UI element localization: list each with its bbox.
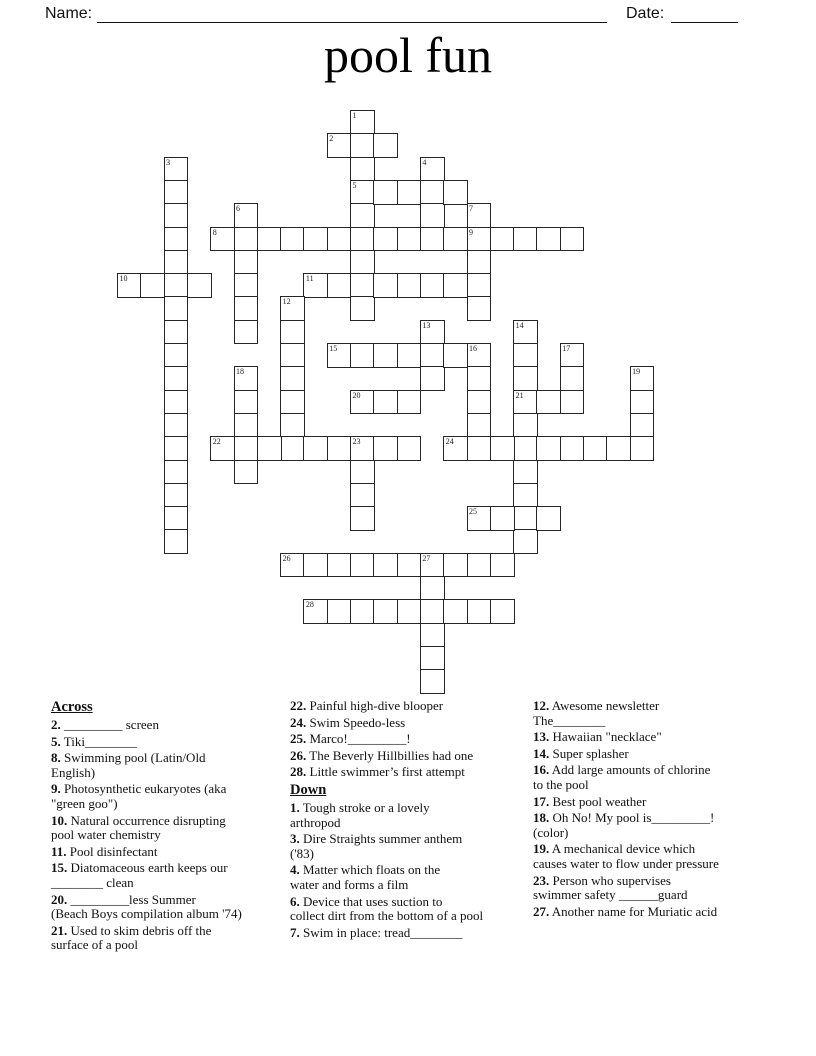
- crossword-cell[interactable]: [467, 436, 492, 461]
- crossword-cell[interactable]: [420, 203, 445, 228]
- crossword-cell[interactable]: [397, 180, 422, 205]
- cell-number: 15: [329, 344, 338, 353]
- crossword-cell[interactable]: [397, 553, 422, 578]
- crossword-cell[interactable]: [280, 366, 305, 391]
- crossword-cell[interactable]: [164, 390, 189, 415]
- cell-number: 26: [282, 553, 291, 563]
- crossword-cell[interactable]: [234, 460, 259, 485]
- crossword-cell[interactable]: [536, 506, 561, 531]
- cell-number: 1: [352, 111, 357, 120]
- cell-number: 2: [329, 134, 334, 144]
- crossword-cell[interactable]: [536, 436, 561, 461]
- crossword-cell[interactable]: [350, 343, 375, 368]
- crossword-cell[interactable]: [397, 390, 422, 415]
- crossword-cell[interactable]: [280, 296, 305, 321]
- crossword-cell[interactable]: [513, 529, 538, 554]
- crossword-cell[interactable]: [443, 436, 468, 461]
- crossword-cell[interactable]: [350, 296, 375, 321]
- crossword-cell[interactable]: [443, 227, 468, 252]
- crossword-cell[interactable]: [350, 436, 375, 461]
- crossword-cell[interactable]: [234, 366, 259, 391]
- crossword-cell[interactable]: [234, 250, 259, 275]
- crossword-cell[interactable]: [350, 506, 375, 531]
- crossword-cell[interactable]: [327, 599, 352, 624]
- crossword-cell[interactable]: [420, 669, 445, 694]
- crossword-cell[interactable]: [560, 343, 585, 368]
- crossword-cell[interactable]: [467, 390, 492, 415]
- crossword-cell[interactable]: [187, 273, 212, 298]
- cell-number: 17: [562, 344, 571, 353]
- clue-column-right: [533, 699, 789, 921]
- crossword-cell[interactable]: [257, 436, 282, 461]
- crossword-cell[interactable]: [350, 553, 375, 578]
- crossword-cell[interactable]: [234, 203, 259, 228]
- crossword-cell[interactable]: [164, 529, 189, 554]
- crossword-cell[interactable]: [234, 273, 259, 298]
- clue-item: 27. Another name for Muriatic acid: [533, 903, 718, 919]
- clue-column-left: [51, 699, 287, 955]
- crossword-cell[interactable]: [350, 227, 375, 252]
- crossword-cell[interactable]: [373, 390, 398, 415]
- crossword-cell[interactable]: [560, 366, 585, 391]
- crossword-cell[interactable]: [490, 553, 515, 578]
- name-label: Name:: [45, 5, 93, 22]
- crossword-cell[interactable]: [234, 227, 259, 252]
- crossword-cell[interactable]: [513, 343, 538, 368]
- clues-down-header: Down: [290, 781, 327, 798]
- crossword-cell[interactable]: [234, 296, 259, 321]
- crossword-cell[interactable]: [467, 296, 492, 321]
- crossword-cell[interactable]: [373, 273, 398, 298]
- clue-item: 7. Swim in place: tread________: [290, 924, 463, 940]
- crossword-cell[interactable]: [234, 413, 259, 438]
- crossword-cell[interactable]: [467, 273, 492, 298]
- crossword-cell[interactable]: [513, 413, 538, 438]
- crossword-cell[interactable]: [397, 599, 422, 624]
- cell-number: 28: [305, 600, 314, 610]
- cell-number: 25: [469, 507, 477, 517]
- crossword-cell[interactable]: [164, 157, 189, 182]
- cell-number: 18: [236, 367, 244, 377]
- crossword-cell[interactable]: [630, 390, 655, 415]
- crossword-cell[interactable]: [280, 390, 305, 415]
- crossword-cell[interactable]: [350, 203, 375, 228]
- cell-number: 12: [282, 297, 291, 307]
- clue-item: 14. Super splasher: [533, 745, 629, 761]
- crossword-cell[interactable]: [536, 390, 561, 415]
- crossword-cell[interactable]: [373, 227, 398, 252]
- cell-number: 27: [422, 553, 431, 563]
- crossword-cell[interactable]: [490, 227, 515, 252]
- crossword-cell[interactable]: [327, 343, 352, 368]
- crossword-cell[interactable]: [513, 460, 538, 485]
- crossword-cell[interactable]: [513, 506, 538, 531]
- crossword-cell[interactable]: [327, 227, 352, 252]
- crossword-cell[interactable]: [490, 599, 515, 624]
- crossword-cell[interactable]: [420, 227, 445, 252]
- crossword-cell[interactable]: [467, 250, 492, 275]
- crossword-cell[interactable]: [490, 436, 515, 461]
- crossword-cell[interactable]: [234, 320, 259, 345]
- cell-number: 16: [469, 344, 477, 353]
- crossword-cell[interactable]: [164, 227, 189, 252]
- cell-number: 10: [119, 274, 128, 284]
- cell-number: 9: [469, 227, 473, 237]
- crossword-cell[interactable]: [443, 599, 468, 624]
- clue-item: 4. Matter which floats on the water and forms a film: [290, 862, 441, 892]
- crossword-cell[interactable]: [210, 436, 235, 461]
- crossword-cell[interactable]: [164, 413, 189, 438]
- clue-item: 22. Painful high-dive blooper: [290, 698, 444, 713]
- clue-item: 20. _________less Summer (Beach Boys compilation album '74): [51, 891, 242, 922]
- clue-item: 16. Add large amounts of chlorine to the pool: [533, 762, 711, 792]
- crossword-cell[interactable]: [164, 506, 189, 531]
- crossword-cell[interactable]: [350, 483, 375, 508]
- clue-item: 6. Device that uses suction to collect dirt from the bottom of a pool: [290, 893, 484, 924]
- crossword-cell[interactable]: [234, 436, 259, 461]
- clue-item: 18. Oh No! My pool is_________! (color): [533, 810, 715, 840]
- crossword-cell[interactable]: [513, 227, 538, 252]
- crossword-cell[interactable]: [164, 296, 189, 321]
- crossword-cell[interactable]: [467, 413, 492, 438]
- name-field-line[interactable]: [97, 5, 607, 23]
- crossword-cell[interactable]: [373, 343, 398, 368]
- clue-column-middle: [290, 699, 530, 942]
- clue-item: 3. Dire Straights summer anthem ('83): [290, 831, 463, 861]
- crossword-cell[interactable]: [164, 203, 189, 228]
- clue-item: 9. Photosynthetic eukaryotes (aka "green goo"): [51, 781, 227, 811]
- crossword-cell[interactable]: [280, 343, 305, 368]
- crossword-cell[interactable]: [536, 227, 561, 252]
- crossword-cell[interactable]: [280, 413, 305, 438]
- crossword-cell[interactable]: [373, 436, 398, 461]
- clue-item: 5. Tiki________: [51, 733, 137, 749]
- crossword-cell[interactable]: [303, 599, 328, 624]
- crossword-cell[interactable]: [257, 227, 282, 252]
- crossword-cell[interactable]: [467, 343, 492, 368]
- crossword-cell[interactable]: [467, 366, 492, 391]
- cell-number: 23: [352, 437, 361, 447]
- crossword-cell[interactable]: [420, 320, 445, 345]
- crossword-cell[interactable]: [420, 343, 445, 368]
- crossword-cell[interactable]: [164, 273, 189, 298]
- crossword-cell[interactable]: [350, 599, 375, 624]
- crossword-cell[interactable]: [234, 390, 259, 415]
- crossword-cell[interactable]: [350, 110, 375, 135]
- date-field-line[interactable]: [671, 5, 738, 23]
- crossword-cell[interactable]: [327, 436, 352, 461]
- crossword-cell[interactable]: [373, 599, 398, 624]
- crossword-cell[interactable]: [373, 180, 398, 205]
- clue-item: 11. Pool disinfectant: [51, 843, 158, 859]
- clue-item: 1. Tough stroke or a lovely arthropod: [290, 799, 430, 830]
- crossword-cell[interactable]: [420, 623, 445, 648]
- crossword-cell[interactable]: [327, 553, 352, 578]
- crossword-cell[interactable]: [630, 436, 655, 461]
- cell-number: 3: [166, 157, 171, 167]
- cell-number: 7: [469, 204, 473, 214]
- crossword-cell[interactable]: [467, 599, 492, 624]
- puzzle-title: pool fun: [323, 27, 493, 83]
- date-label: Date:: [626, 5, 665, 22]
- crossword-cell[interactable]: [303, 436, 328, 461]
- crossword-cell[interactable]: [560, 390, 585, 415]
- crossword-cell[interactable]: [513, 320, 538, 345]
- crossword-cell[interactable]: [420, 366, 445, 391]
- crossword-cell[interactable]: [443, 180, 468, 205]
- crossword-cell[interactable]: [280, 436, 305, 461]
- crossword-cell[interactable]: [583, 436, 608, 461]
- crossword-cell[interactable]: [280, 553, 305, 578]
- clue-item: 15. Diatomaceous earth keeps our ________ clean: [51, 860, 228, 890]
- crossword-cell[interactable]: [373, 553, 398, 578]
- cell-number: 20: [352, 390, 361, 400]
- crossword-cell[interactable]: [303, 227, 328, 252]
- crossword-cell[interactable]: [350, 250, 375, 275]
- crossword-cell[interactable]: [467, 203, 492, 228]
- clue-item: 28. Little swimmer’s first attempt: [290, 764, 465, 780]
- crossword-cell[interactable]: [280, 227, 305, 252]
- crossword-cell[interactable]: [420, 157, 445, 182]
- crossword-cell[interactable]: [280, 320, 305, 345]
- crossword-cell[interactable]: [606, 436, 631, 461]
- crossword-cell[interactable]: [513, 483, 538, 508]
- crossword-cell[interactable]: [560, 227, 585, 252]
- crossword-cell[interactable]: [164, 180, 189, 205]
- crossword-cell[interactable]: [164, 320, 189, 345]
- crossword-cell[interactable]: [467, 227, 492, 252]
- crossword-cell[interactable]: [420, 576, 445, 601]
- crossword-cell[interactable]: [350, 460, 375, 485]
- crossword-cell[interactable]: [420, 273, 445, 298]
- clue-item: 12. Awesome newsletter The________: [533, 698, 660, 728]
- crossword-cell[interactable]: [350, 273, 375, 298]
- clue-item: 17. Best pool weather: [533, 793, 647, 809]
- crossword-cell[interactable]: [397, 343, 422, 368]
- crossword-cell[interactable]: [420, 553, 445, 578]
- crossword-cell[interactable]: [443, 273, 468, 298]
- crossword-cell[interactable]: [420, 180, 445, 205]
- crossword-cell[interactable]: [513, 390, 538, 415]
- crossword-cell[interactable]: [303, 553, 328, 578]
- clue-item: 26. The Beverly Hillbillies had one: [290, 747, 474, 763]
- crossword-cell[interactable]: [630, 413, 655, 438]
- crossword-cell[interactable]: [350, 180, 375, 205]
- crossword-cell[interactable]: [560, 436, 585, 461]
- crossword-cell[interactable]: [164, 483, 189, 508]
- clue-item: 19. A mechanical device which causes water to flow under pressure: [533, 841, 719, 871]
- crossword-cell[interactable]: [164, 250, 189, 275]
- clues-across-header: Across: [51, 699, 93, 715]
- crossword-cell[interactable]: [164, 436, 189, 461]
- crossword-cell[interactable]: [420, 646, 445, 671]
- crossword-cell[interactable]: [303, 273, 328, 298]
- crossword-cell[interactable]: [513, 436, 538, 461]
- crossword-cell[interactable]: [397, 227, 422, 252]
- clue-item: 24. Swim Speedo-less: [290, 714, 406, 730]
- crossword-cell[interactable]: [513, 366, 538, 391]
- crossword-cell[interactable]: [117, 273, 142, 298]
- crossword-cell[interactable]: [467, 553, 492, 578]
- cell-number: 14: [515, 320, 524, 330]
- cell-number: 4: [422, 157, 427, 167]
- crossword-cell[interactable]: [373, 133, 398, 158]
- cell-number: 8: [212, 227, 217, 237]
- cell-number: 6: [236, 204, 240, 214]
- cell-number: 19: [632, 367, 641, 377]
- clue-item: 21. Used to skim debris off the surface of a pool: [51, 922, 212, 953]
- clue-item: 2. _________ screen: [51, 717, 159, 732]
- crossword-cell[interactable]: [630, 366, 655, 391]
- crossword-cell[interactable]: [164, 460, 189, 485]
- crossword-cell[interactable]: [327, 273, 352, 298]
- crossword-cell[interactable]: [327, 133, 352, 158]
- clue-item: 8. Swimming pool (Latin/Old English): [51, 750, 206, 780]
- crossword-cell[interactable]: [210, 227, 235, 252]
- crossword-cell[interactable]: [397, 273, 422, 298]
- crossword-cell[interactable]: [350, 390, 375, 415]
- crossword-cell[interactable]: [164, 343, 189, 368]
- cell-number: 21: [515, 390, 524, 400]
- clue-item: 25. Marco!_________!: [290, 731, 411, 747]
- cell-number: 22: [212, 437, 221, 447]
- crossword-cell[interactable]: [420, 599, 445, 624]
- crossword-cell[interactable]: [490, 506, 515, 531]
- cell-number: 13: [422, 320, 431, 330]
- crossword-cell[interactable]: [350, 157, 375, 182]
- crossword-cell[interactable]: [443, 553, 468, 578]
- cell-number: 11: [305, 274, 314, 284]
- crossword-cell[interactable]: [467, 506, 492, 531]
- crossword-cell[interactable]: [140, 273, 165, 298]
- crossword-grid: [117, 110, 654, 694]
- cell-number: 5: [352, 180, 357, 190]
- cell-number: 24: [445, 437, 454, 447]
- crossword-cell[interactable]: [164, 366, 189, 391]
- crossword-cell[interactable]: [443, 343, 468, 368]
- crossword-cell[interactable]: [350, 133, 375, 158]
- crossword-cell[interactable]: [397, 436, 422, 461]
- clue-item: 23. Person who supervises swimmer safety ______guard: [533, 872, 688, 903]
- clue-item: 13. Hawaiian "necklace": [533, 729, 662, 745]
- clue-item: 10. Natural occurrence disrupting pool water chemistry: [51, 812, 226, 843]
